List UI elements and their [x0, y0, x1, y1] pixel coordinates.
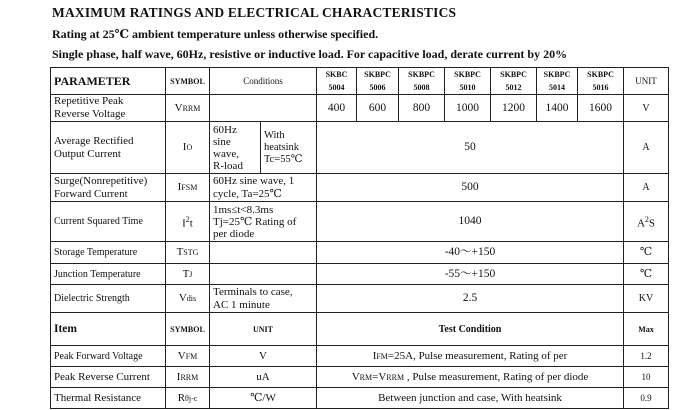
col-model: SKBPC 5016: [578, 68, 624, 95]
param-label: Storage Temperature: [51, 242, 166, 264]
col-unit: UNIT: [624, 68, 669, 95]
value-cell: -55～+150: [317, 264, 624, 285]
ratings-table: [50, 67, 669, 409]
symbol-cell: IFSM: [166, 174, 210, 202]
symbol-cell: TSTG: [166, 242, 210, 264]
rating-note: Rating at 25℃ ambient temperature unless otherwise specified.: [52, 27, 379, 41]
symbol-cell: $I^2t$: [166, 202, 210, 242]
col-model: SKBPC 5012: [491, 68, 537, 95]
max-cell: 1.2: [624, 346, 669, 367]
unit-cell: V: [624, 95, 669, 122]
col-symbol: SYMBOL: [166, 68, 210, 95]
col-model: SKBPC 5010: [445, 68, 491, 95]
max-cell: 0.9: [624, 388, 669, 409]
item-label: Thermal Resistance: [51, 388, 166, 409]
row-tstg: [51, 242, 669, 264]
symbol-cell: Vdis: [166, 285, 210, 313]
row-vdis: [51, 285, 669, 313]
ratings-header-row: [51, 68, 669, 95]
unit-cell: ℃/W: [210, 388, 317, 409]
param-label: Junction Temperature: [51, 264, 166, 285]
row-i2t: [51, 202, 669, 242]
symbol-cell: IRRM: [166, 367, 210, 388]
param-label: Surge(Nonrepetitive) Forward Current: [51, 174, 166, 202]
empty-condition: [210, 95, 317, 122]
unit-cell: A: [624, 122, 669, 174]
condition-cell: 60Hz sine wave, 1 cycle, Ta=25℃: [210, 174, 317, 202]
unit-cell: KV: [624, 285, 669, 313]
row-vfm: [51, 346, 669, 367]
max-cell: 10: [624, 367, 669, 388]
test-condition-cell: Between junction and case, With heatsink: [317, 388, 624, 409]
row-vrrm: [51, 95, 669, 122]
col-model: SKBPC 5014: [537, 68, 578, 95]
row-rth: [51, 388, 669, 409]
test-condition-cell: VRM=VRRM , Pulse measurement, Rating of per diode: [317, 367, 624, 388]
value-cell: 1600: [578, 95, 624, 122]
value-cell: 1400: [537, 95, 578, 122]
unit-cell: V: [210, 346, 317, 367]
col-max: Max: [624, 313, 669, 346]
value-cell: 800: [399, 95, 445, 122]
col-symbol: SYMBOL: [166, 313, 210, 346]
item-label: Peak Forward Voltage: [51, 346, 166, 367]
symbol-cell: VRRM: [166, 95, 210, 122]
row-tj: [51, 264, 669, 285]
condition-cell: With heatsink Tc=55℃: [261, 122, 317, 174]
value-cell: 1000: [445, 95, 491, 122]
condition-cell: 1ms≤t<8.3ms Tj=25℃ Rating of per diode: [210, 202, 317, 242]
unit-cell: A: [624, 174, 669, 202]
unit-cell: ℃: [624, 264, 669, 285]
item-label: Peak Reverse Current: [51, 367, 166, 388]
empty-condition: [210, 242, 317, 264]
symbol-cell: VFM: [166, 346, 210, 367]
row-io: [51, 122, 669, 174]
page-heading: MAXIMUM RATINGS AND ELECTRICAL CHARACTERISTICS: [52, 5, 457, 20]
param-label: Dielectric Strength: [51, 285, 166, 313]
condition-cell: Terminals to case, AC 1 minute: [210, 285, 317, 313]
col-model: SKBC 5004: [317, 68, 357, 95]
condition-cell: 60Hz sine wave, R-load: [210, 122, 261, 174]
unit-cell: $A^2S$: [624, 202, 669, 242]
col-model: SKBPC 5006: [357, 68, 399, 95]
param-label: Average Rectified Output Current: [51, 122, 166, 174]
col-model: SKBPC 5008: [399, 68, 445, 95]
value-cell: 1200: [491, 95, 537, 122]
row-irrm: [51, 367, 669, 388]
characteristics-header-row: [51, 313, 669, 346]
col-conditions: Conditions: [210, 68, 317, 95]
param-label: Current Squared Time: [51, 202, 166, 242]
col-unit: UNIT: [210, 313, 317, 346]
test-condition-cell: IFM=25A, Pulse measurement, Rating of per: [317, 346, 624, 367]
param-label: Repetitive Peak Reverse Voltage: [51, 95, 166, 122]
empty-condition: [210, 264, 317, 285]
symbol-cell: IO: [166, 122, 210, 174]
symbol-cell: Rθj-c: [166, 388, 210, 409]
value-cell: 2.5: [317, 285, 624, 313]
value-cell: 400: [317, 95, 357, 122]
load-note: Single phase, half wave, 60Hz, resistive or inductive load. For capacitive load, derate current by 20%: [52, 47, 568, 61]
symbol-cell: TJ: [166, 264, 210, 285]
value-cell: 1040: [317, 202, 624, 242]
value-cell: 600: [357, 95, 399, 122]
row-ifsm: [51, 174, 669, 202]
col-parameter: PARAMETER: [51, 68, 166, 95]
unit-cell: ℃: [624, 242, 669, 264]
value-cell: 500: [317, 174, 624, 202]
value-cell: -40～+150: [317, 242, 624, 264]
value-cell: 50: [317, 122, 624, 174]
col-item: Item: [51, 313, 166, 346]
unit-cell: uA: [210, 367, 317, 388]
col-test-condition: Test Condition: [317, 313, 624, 346]
